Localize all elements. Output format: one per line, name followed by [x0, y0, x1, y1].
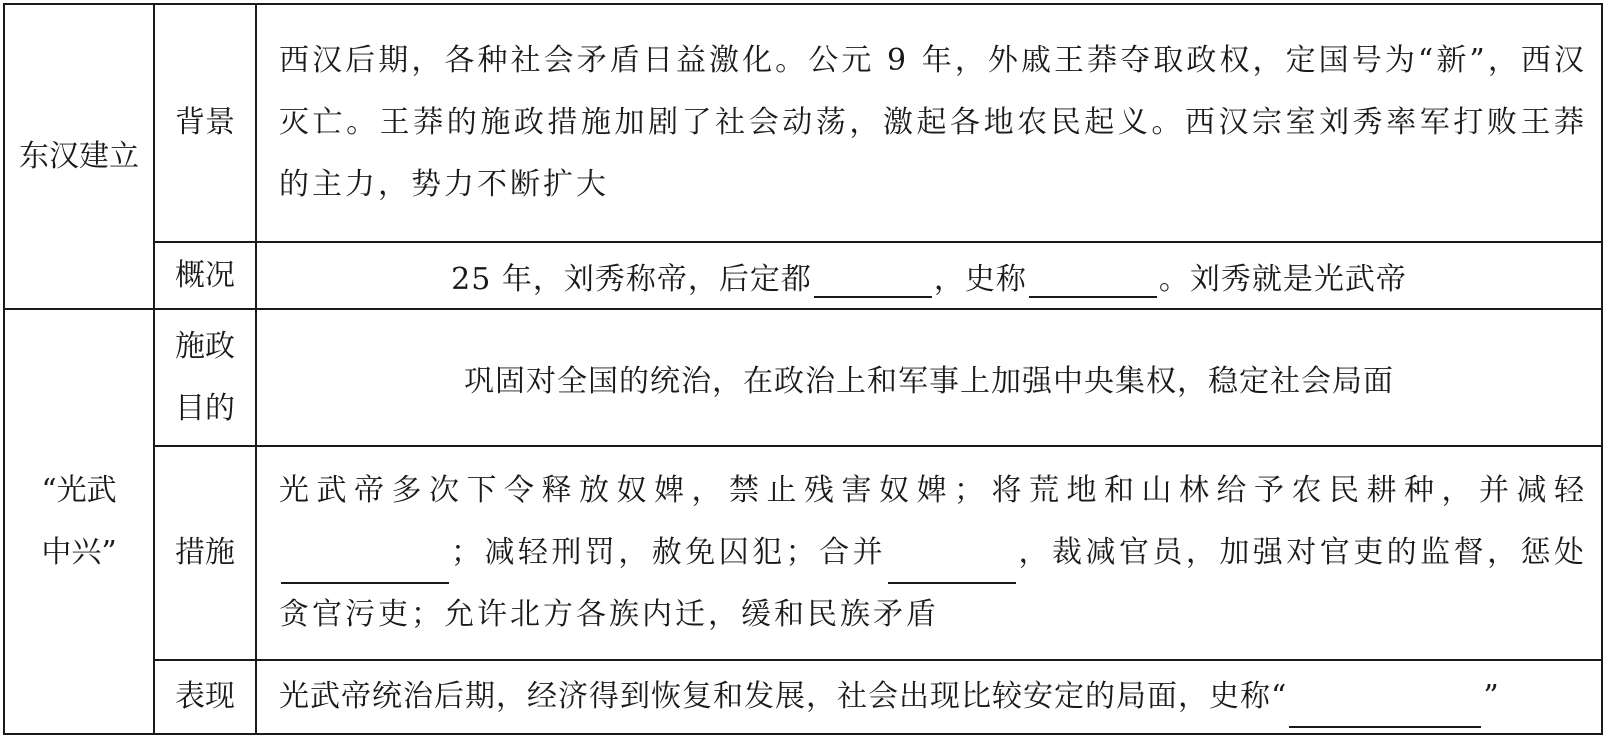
purpose-text: 巩固对全国的统治，在政治上和军事上加强中央集权，稳定社会局面	[464, 363, 1394, 399]
category-dong-han	[4, 4, 154, 309]
table-row-performance	[4, 660, 1602, 734]
category-guangwu-line2: 中兴”	[41, 534, 117, 570]
performance-content	[256, 660, 1602, 734]
measures-content	[256, 446, 1602, 660]
category-dong-han-label: 东汉建立	[19, 138, 139, 174]
measures-text-part2: ；减轻刑罚，赦免囚犯；合并	[451, 535, 887, 570]
performance-text-part1: 光武帝统治后期，经济得到恢复和发展，社会出现比较安定的局面，史称“	[279, 679, 1288, 714]
table-row-background	[4, 4, 1602, 242]
table-row-measures	[4, 446, 1602, 660]
background-label: 背景	[175, 105, 235, 140]
table-row-purpose	[4, 309, 1602, 446]
sub-label-measures	[154, 446, 256, 660]
overview-text-part1: 25 年，刘秀称帝，后定都	[451, 261, 812, 297]
purpose-label-line1: 施政	[175, 328, 235, 364]
performance-text-part2: ”	[1483, 679, 1500, 714]
performance-label: 表现	[175, 679, 235, 714]
measures-blank-1[interactable]	[281, 550, 449, 584]
category-guangwu	[4, 309, 154, 734]
purpose-label-line2: 目的	[175, 390, 235, 426]
overview-text-part2: ，史称	[933, 261, 1027, 297]
sub-label-performance	[154, 660, 256, 734]
background-content	[256, 4, 1602, 242]
history-summary-table	[3, 3, 1603, 735]
overview-label: 概况	[175, 257, 235, 293]
dynasty-name-blank[interactable]	[1029, 264, 1157, 298]
measures-text-part1: 光武帝多次下令释放奴婢，禁止残害奴婢；将荒地和山林给予农民耕种，并减轻	[279, 473, 1587, 508]
measures-blank-2[interactable]	[888, 550, 1016, 584]
measures-label: 措施	[175, 535, 235, 570]
table-row-overview	[4, 242, 1602, 309]
overview-content	[256, 242, 1602, 309]
measures-text-part3: ，裁减官员，加强对官吏的监督，惩处贪官污吏；允许北方各族内迁，缓和民族矛盾	[279, 535, 1588, 632]
background-text: 西汉后期，各种社会矛盾日益激化。公元 9 年，外戚王莽夺取政权，定国号为“新”，西汉灭亡。王莽的施政措施加剧了社会动荡，激起各地农民起义。西汉宗室刘秀率军打败王莽的主力，势力不断扩大	[279, 43, 1587, 202]
capital-blank[interactable]	[814, 264, 932, 298]
purpose-content	[256, 309, 1602, 446]
sub-label-overview	[154, 242, 256, 309]
sub-label-background	[154, 4, 256, 242]
sub-label-purpose	[154, 309, 256, 446]
category-guangwu-line1: “光武	[41, 472, 117, 508]
overview-text-part3: 。刘秀就是光武帝	[1158, 261, 1407, 297]
performance-blank[interactable]	[1289, 694, 1481, 728]
